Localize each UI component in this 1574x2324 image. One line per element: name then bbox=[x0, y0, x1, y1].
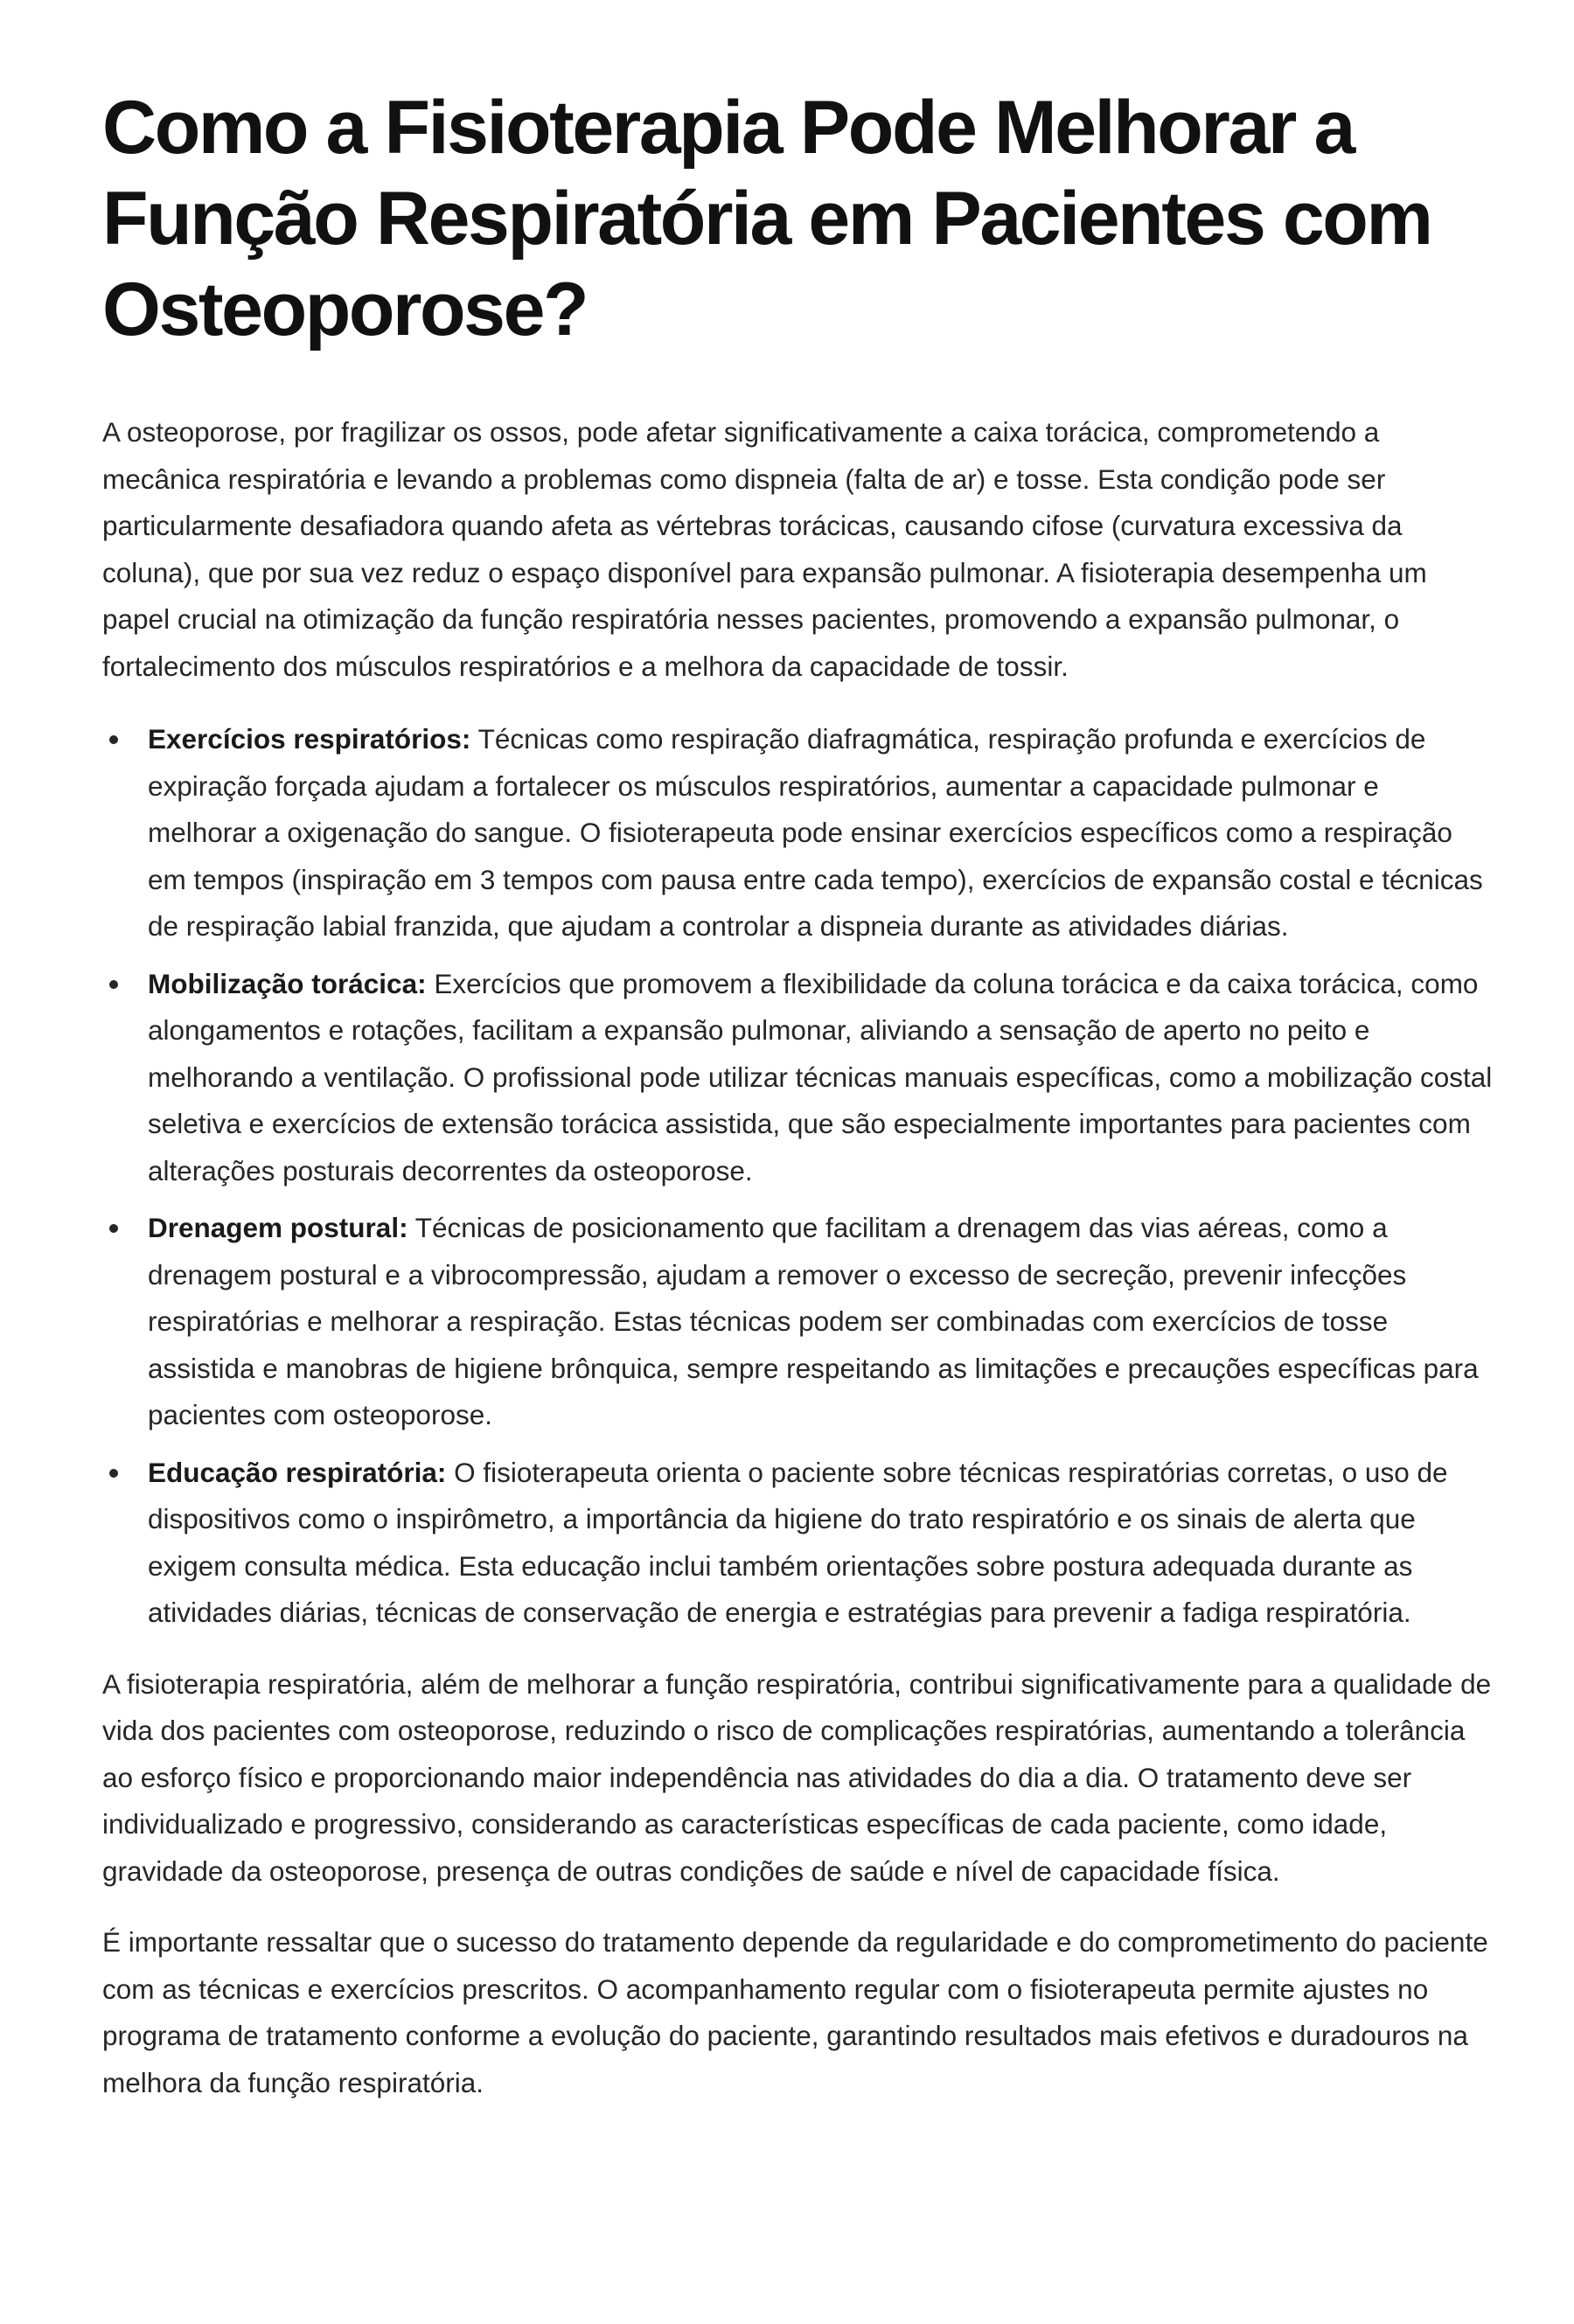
list-item bbox=[102, 716, 1493, 950]
list-item-text: Exercícios que promovem a flexibilidade da coluna torácica e da caixa torácica, como alongamentos e rotações, facilitam a expansão pulmonar, aliviando a sensação de aperto no peito e melhorando a ventilação. O profissional pode utilizar técnicas manuais específicas, como a mobilização costal seletiva e exercícios de extensão torácica assistida, que são especialmente importantes para pacientes com alterações posturais decorrentes da osteoporose. bbox=[148, 967, 1493, 1186]
list-item-text: Técnicas como respiração diafragmática, respiração profunda e exercícios de expiração forçada ajudam a fortalecer os músculos respiratórios, aumentar a capacidade pulmonar e melhorar a oxigenação do sangue. O fisioterapeuta pode ensinar exercícios específicos como a respiração em tempos (inspiração em 3 tempos com pausa entre cada tempo), exercícios de expansão costal e técnicas de respiração labial franzida, que ajudam a controlar a dispneia durante as atividades diárias. bbox=[148, 723, 1483, 942]
list-item-term: Mobilização torácica: bbox=[148, 967, 427, 999]
list-item bbox=[102, 961, 1493, 1195]
bullet-icon bbox=[109, 1224, 118, 1233]
intro-paragraph: A osteoporose, por fragilizar os ossos, pode afetar significativamente a caixa torácica, comprometendo a mecânica respiratória e levando a problemas como dispneia (falta de ar) e tosse. Esta condição pode ser particularmente desafiadora quando afeta as vértebras torácicas, causando cifose (curvatura excessiva da coluna), que por sua vez reduz o espaço disponível para expansão pulmonar. A fisioterapia desempenha um papel crucial na otimização da função respiratória nesses pacientes, promovendo a expansão pulmonar, o fortalecimento dos músculos respiratórios e a melhora da capacidade de tossir. bbox=[102, 416, 1427, 682]
bullet-icon bbox=[109, 980, 118, 989]
summary-paragraph: A fisioterapia respiratória, além de melhorar a função respiratória, contribui significativamente para a qualidade de vida dos pacientes com osteoporose, reduzindo o risco de complicações respiratórias, aumentando a tolerância ao esforço físico e proporcionando maior independência nas atividades do dia a dia. O tratamento deve ser individualizado e progressivo, considerando as características específicas de cada paciente, como idade, gravidade da osteoporose, presença de outras condições de saúde e nível de capacidade física. bbox=[102, 1667, 1492, 1887]
list-item-term: Educação respiratória: bbox=[148, 1456, 447, 1488]
list-item bbox=[102, 1205, 1493, 1439]
topics-list bbox=[102, 716, 1493, 1637]
page-title: Como a Fisioterapia Pode Melhorar a Função Respiratória em Pacientes com Osteoporose? bbox=[102, 86, 1431, 351]
list-item-text: O fisioterapeuta orienta o paciente sobre técnicas respiratórias corretas, o uso de dispositivos como o inspirômetro, a importância da higiene do trato respiratório e os sinais de alerta que exigem consulta médica. Esta educação inclui também orientações sobre postura adequada durante as atividades diárias, técnicas de conservação de energia e estratégias para prevenir a fadiga respiratória. bbox=[148, 1456, 1448, 1628]
bullet-icon bbox=[109, 735, 118, 744]
list-item-term: Exercícios respiratórios: bbox=[148, 723, 471, 755]
list-item-text: Técnicas de posicionamento que facilitam a drenagem das vias aéreas, como a drenagem postural e a vibrocompressão, ajudam a remover o excesso de secreção, prevenir infecções respiratórias e melhorar a respiração. Estas técnicas podem ser combinadas com exercícios de tosse assistida e manobras de higiene brônquica, sempre respeitando as limitações e precauções específicas para pacientes com osteoporose. bbox=[148, 1212, 1479, 1430]
list-item-term: Drenagem postural: bbox=[148, 1212, 408, 1243]
closing-paragraph: É importante ressaltar que o sucesso do tratamento depende da regularidade e do comprometimento do paciente com as técnicas e exercícios prescritos. O acompanhamento regular com o fisioterapeuta permite ajustes no programa de tratamento conforme a evolução do paciente, garantindo resultados mais efetivos e duradouros na melhora da função respiratória. bbox=[102, 1926, 1488, 2098]
list-item bbox=[102, 1450, 1493, 1637]
bullet-icon bbox=[109, 1469, 118, 1478]
